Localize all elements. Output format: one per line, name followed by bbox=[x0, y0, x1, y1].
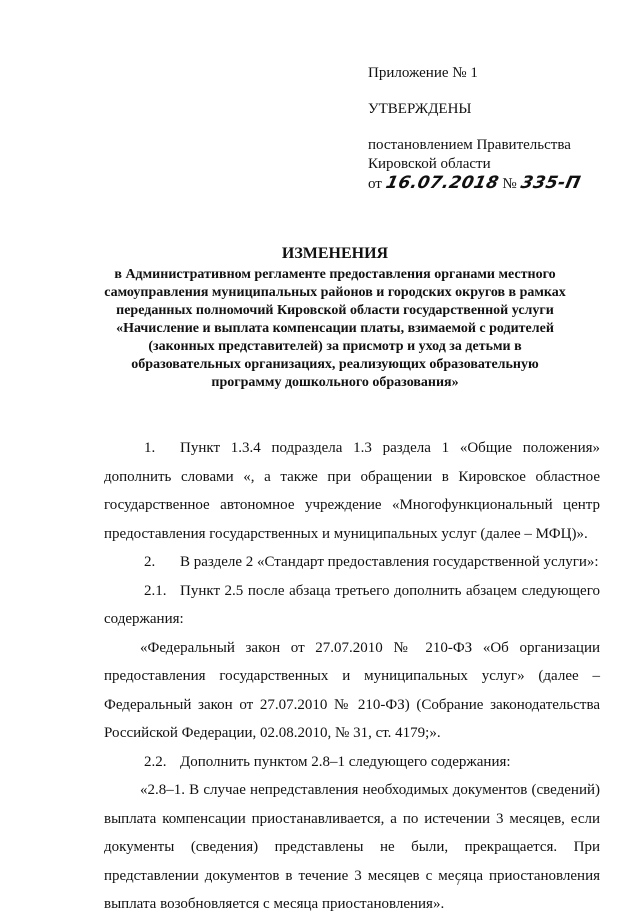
item-text: В разделе 2 «Стандарт предоставления государственной услуги»: bbox=[180, 554, 599, 570]
document-title-block bbox=[100, 244, 570, 392]
item-text: Пункт 1.3.4 подраздела 1.3 раздела 1 «Общие положения» дополнить словами «, а также при обращении в Кировское областное государственное автономное учреждение «Многофункциональный центр предоставления государственных и муниципальных услуг (далее – МФЦ)». bbox=[104, 440, 600, 542]
decree-line-1: постановлением Правительства bbox=[368, 137, 571, 153]
document-body bbox=[104, 434, 600, 919]
handwritten-number: 335-П bbox=[518, 173, 583, 193]
item-number: 1. bbox=[144, 440, 156, 456]
approval-block bbox=[368, 64, 618, 194]
document-subtitle: в Административном регламенте предоставления органами местного самоуправления муниципальных районов и городских округов в рамках переданных полномочий Кировской области государственной услуги «Начисление и выплата компенсации платы, взимаемой с родителей (законных представителей) за присмотр и уход за детьми в образовательных организациях, реализующих образовательную программу дошкольного образования» bbox=[104, 267, 566, 390]
handwritten-date: 16.07.2018 bbox=[383, 173, 501, 193]
item-text: Пункт 2.5 после абзаца третьего дополнить абзацем следующего содержания: bbox=[104, 582, 600, 627]
approved-label: УТВЕРЖДЕНЫ bbox=[368, 101, 472, 117]
document-heading: ИЗМЕНЕНИЯ bbox=[281, 245, 389, 262]
item-number: 2.1. bbox=[144, 582, 167, 599]
quoted-clause-paragraph: «2.8–1. В случае непредставления необходимых документов (сведений) выплата компенсации приостанавливается, а по истечении 3 месяцев, если документы (сведения) представлены не были, прекращается. При представлении документов в течение 3 месяцев с месяца приостановления выплата возобновляется с месяца приостановления». bbox=[104, 782, 600, 912]
date-prefix: от bbox=[368, 176, 382, 192]
item-2 bbox=[104, 548, 600, 577]
quoted-law-paragraph: «Федеральный закон от 27.07.2010 № 210-ФЗ «Об организации предоставления государственных и муниципальных услуг» (далее – Федеральный закон от 27.07.2010 № 210-ФЗ) (Собрание законодательства Российской Федерации, 02.08.2010, № 31, ст. 4179;». bbox=[104, 639, 600, 741]
item-number: 2. bbox=[144, 554, 156, 570]
item-text: Дополнить пунктом 2.8–1 следующего содержания: bbox=[180, 753, 511, 770]
item-1 bbox=[104, 434, 600, 548]
item-number: 2.2. bbox=[144, 753, 167, 770]
item-2-2 bbox=[104, 748, 600, 777]
annex-label: Приложение № 1 bbox=[368, 65, 478, 81]
number-sign: № bbox=[502, 176, 517, 192]
decree-date-line bbox=[368, 174, 618, 194]
decree-line-2: Кировской области bbox=[368, 156, 491, 172]
item-2-1 bbox=[104, 577, 600, 634]
